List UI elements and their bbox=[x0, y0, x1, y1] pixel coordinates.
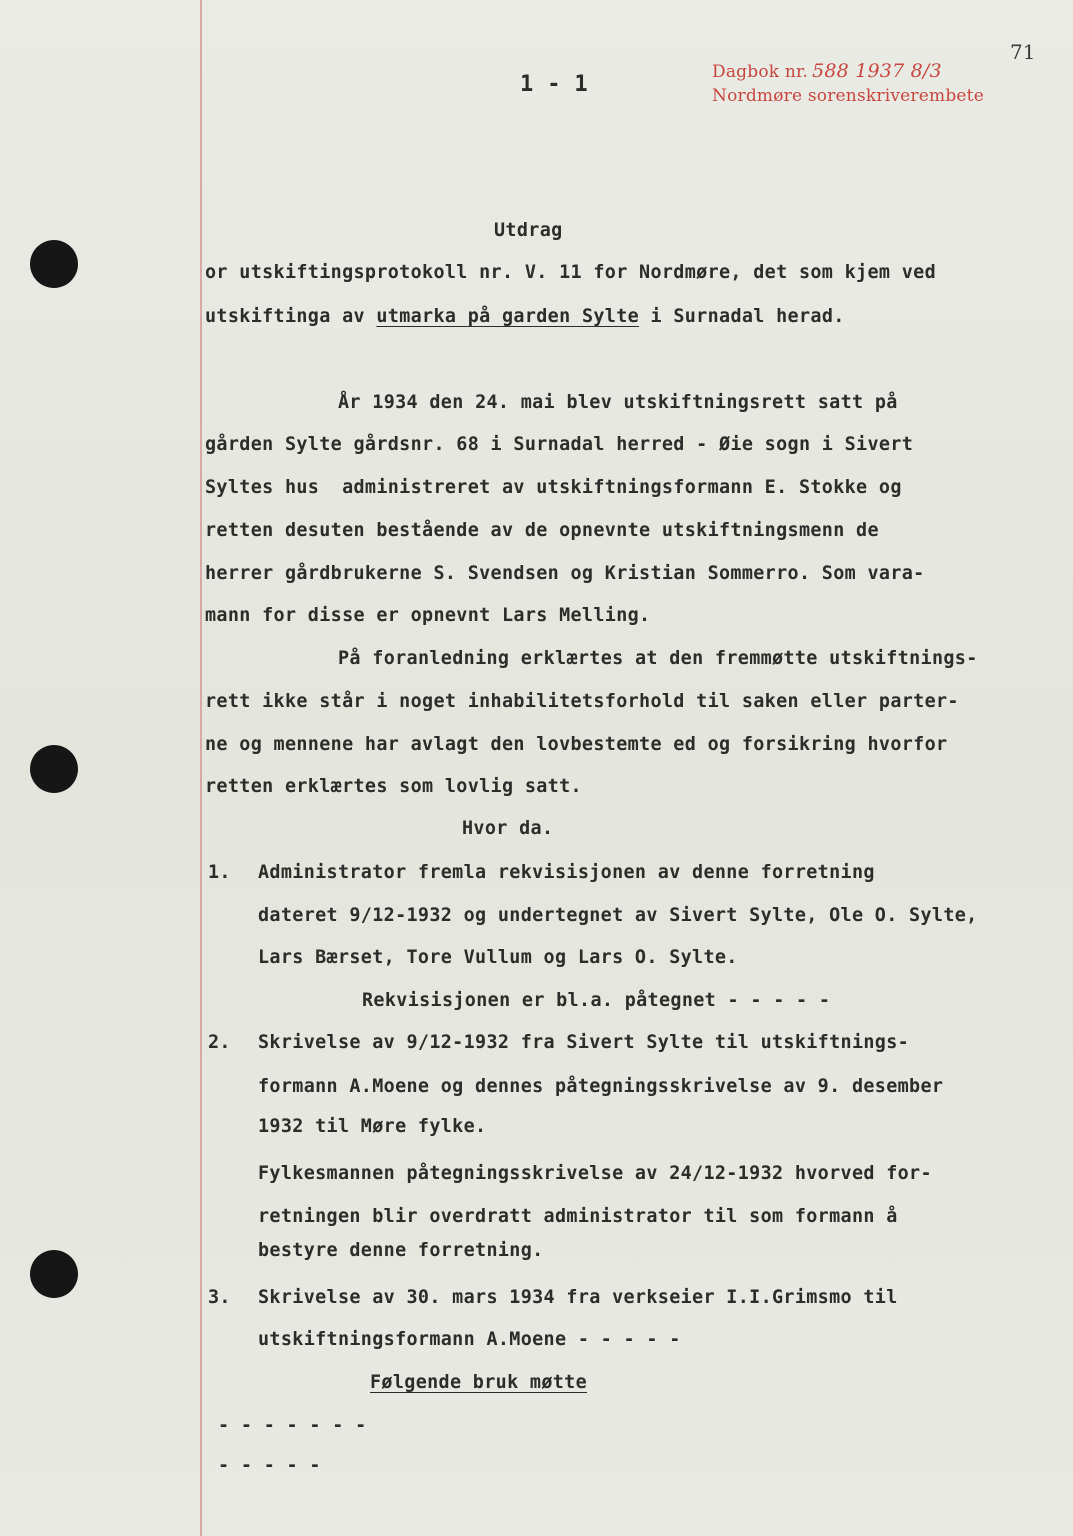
item-1-number: 1. bbox=[208, 862, 231, 883]
diary-stamp-label: Dagbok nr. bbox=[712, 62, 809, 82]
item-2-line: 1932 til Møre fylke. bbox=[258, 1116, 487, 1137]
item-2-line: Skrivelse av 9/12-1932 fra Sivert Sylte til utskiftnings- bbox=[258, 1032, 910, 1053]
item-2-line: bestyre denne forretning. bbox=[258, 1240, 544, 1261]
title-underlined-text: utmarka på garden Sylte bbox=[376, 306, 640, 327]
paragraph-1-line: Syltes hus administreret av utskiftningsformann E. Stokke og bbox=[205, 477, 902, 498]
title-line-1: or utskiftingsprotokoll nr. V. 11 for Nordmøre, det som kjem ved bbox=[205, 262, 937, 283]
title-line-2-pre: utskiftinga av bbox=[205, 306, 377, 327]
hvor-da-heading: Hvor da. bbox=[462, 818, 554, 839]
paragraph-1-line: herrer gårdbrukerne S. Svendsen og Kristian Sommerro. Som vara- bbox=[205, 563, 925, 584]
margin-rule bbox=[200, 0, 202, 1536]
title-line-2-post: i Surnadal herad. bbox=[639, 306, 845, 327]
diary-stamp-line1 bbox=[712, 60, 942, 82]
dash-placeholder-2: - - - - - bbox=[218, 1455, 321, 1476]
paragraph-2-line: ne og mennene har avlagt den lovbestemte ed og forsikring hvorfor bbox=[205, 734, 948, 755]
paragraph-1-line: År 1934 den 24. mai blev utskiftningsrett satt på bbox=[338, 392, 898, 413]
punch-hole bbox=[30, 1250, 78, 1298]
paragraph-2-line: På foranledning erklærtes at den fremmøtte utskiftnings- bbox=[338, 648, 978, 669]
item-3-line: Skrivelse av 30. mars 1934 fra verkseier I.I.Grimsmo til bbox=[258, 1287, 898, 1308]
heading-utdrag: Utdrag bbox=[494, 220, 563, 241]
item-2-line: Fylkesmannen påtegningsskrivelse av 24/12-1932 hvorved for- bbox=[258, 1163, 932, 1184]
paragraph-2-line: retten erklærtes som lovlig satt. bbox=[205, 776, 582, 797]
item-3-number: 3. bbox=[208, 1287, 231, 1308]
diary-stamp-handwritten: 588 1937 8/3 bbox=[812, 60, 942, 82]
item-2-line: retningen blir overdratt administrator til som formann å bbox=[258, 1206, 898, 1227]
paragraph-1-line: gården Sylte gårdsnr. 68 i Surnadal herred - Øie sogn i Sivert bbox=[205, 434, 914, 455]
item-3-line: utskiftningsformann A.Moene - - - - - bbox=[258, 1329, 681, 1350]
paragraph-1-line: mann for disse er opnevnt Lars Melling. bbox=[205, 605, 651, 626]
section-mark: 1 - 1 bbox=[520, 72, 588, 97]
punch-hole bbox=[30, 745, 78, 793]
paragraph-1-line: retten desuten bestående av de opnevnte utskiftningsmenn de bbox=[205, 520, 879, 541]
item-1-line: Administrator fremla rekvisisjonen av denne forretning bbox=[258, 862, 875, 883]
diary-stamp-line2: Nordmøre sorenskriverembete bbox=[712, 86, 984, 106]
paragraph-2-line: rett ikke står i noget inhabilitetsforhold til saken eller parter- bbox=[205, 691, 959, 712]
item-1-line: dateret 9/12-1932 og undertegnet av Sivert Sylte, Ole O. Sylte, bbox=[258, 905, 978, 926]
bruk-heading: Følgende bruk møtte bbox=[370, 1372, 588, 1393]
item-2-number: 2. bbox=[208, 1032, 231, 1053]
item-1-line: Lars Bærset, Tore Vullum og Lars O. Sylte. bbox=[258, 947, 738, 968]
dash-placeholder-1: - - - - - - - bbox=[218, 1415, 367, 1436]
item-2-line: formann A.Moene og dennes påtegningsskrivelse av 9. desember bbox=[258, 1076, 944, 1097]
title-line-2 bbox=[205, 306, 845, 327]
item-1-note: Rekvisisjonen er bl.a. påtegnet - - - - - bbox=[362, 990, 831, 1011]
page-number: 71 bbox=[1010, 40, 1036, 64]
punch-hole bbox=[30, 240, 78, 288]
